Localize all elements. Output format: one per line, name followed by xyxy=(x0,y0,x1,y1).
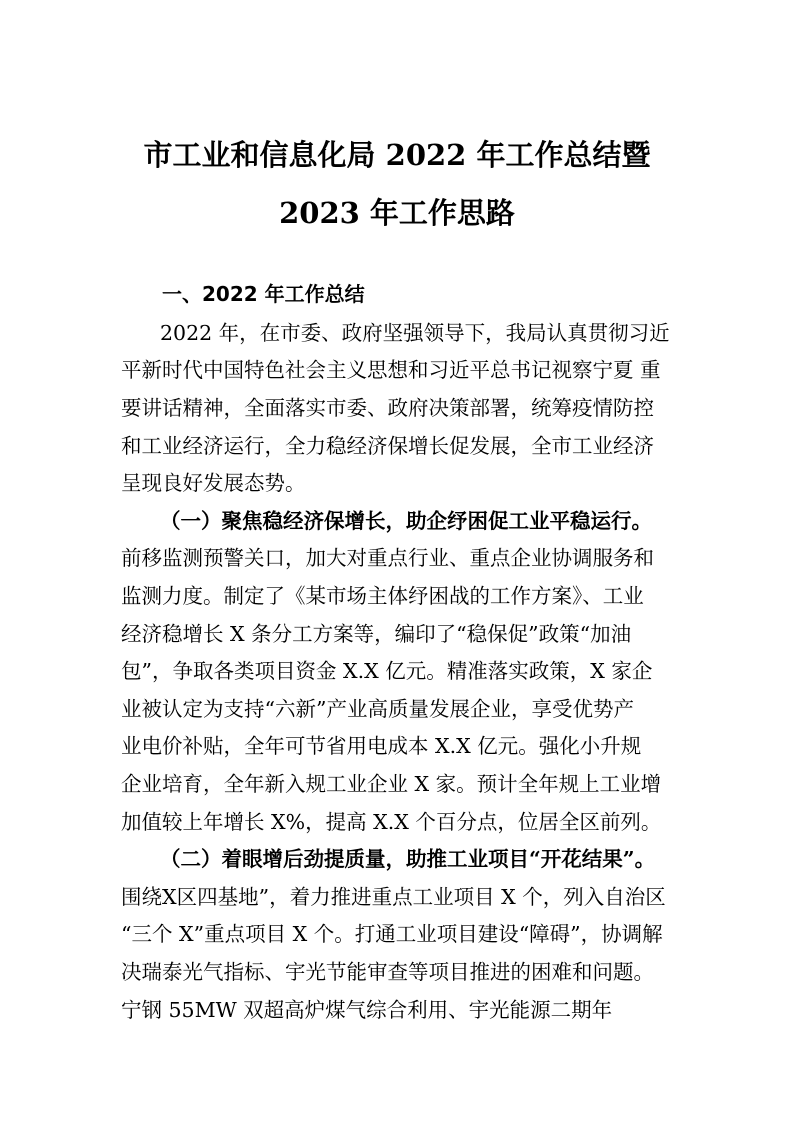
subsection-1-line: 加值较上年增长 X%，提高 X.X 个百分点，位居全区前列。 xyxy=(121,810,662,834)
intro-line: 平新时代中国特色社会主义思想和习近平总书记视察宁夏 重 xyxy=(121,358,661,382)
intro-line: 呈现良好发展态势。 xyxy=(121,471,306,495)
intro-line: 2022 年，在市委、政府坚强领导下，我局认真贯彻习近 xyxy=(160,321,670,345)
intro-line: 和工业经济运行，全力稳经济保增长促发展，全市工业经济 xyxy=(121,434,654,458)
subsection-1-line: 监测力度。制定了《某市场主体纾困战的工作方案》、工业 xyxy=(121,584,644,608)
subsection-1-line: 业被认定为支持“六新”产业高质量发展企业，享受优势产 xyxy=(121,697,634,721)
subsection-1-line: 业电价补贴，全年可节省用电成本 X.X 亿元。强化小升规 xyxy=(121,734,642,758)
subsection-1-line: 包”，争取各类项目资金 X.X 亿元。精准落实政策，X 家企 xyxy=(121,659,653,683)
intro-line: 要讲话精神，全面落实市委、政府决策部署，统筹疫情防控 xyxy=(121,396,654,420)
subsection-1-line: 经济稳增长 X 条分工方案等，编印了“稳保促”政策“加油 xyxy=(121,622,632,646)
subsection-1-line: 企业培育，全年新入规工业企业 X 家。预计全年规上工业增 xyxy=(121,772,662,796)
subsection-1-heading: （一）聚焦稳经济保增长，助企纾困促工业平稳运行。 xyxy=(160,509,652,533)
subsection-2-line: 决瑞泰光气指标、宇光节能审查等项目推进的困难和问题。 xyxy=(121,960,654,984)
document-title-line-1: 市工业和信息化局 2022 年工作总结暨 xyxy=(143,138,651,172)
subsection-2-line: 围绕X区四基地”，着力推进重点工业项目 X 个，列入自治区 xyxy=(121,885,666,909)
subsection-2-line: 宁钢 55MW 双超高炉煤气综合利用、宇光能源二期年 xyxy=(121,998,613,1022)
subsection-2-heading: （二）着眼增后劲提质量，助推工业项目“开花结果”。 xyxy=(160,847,656,871)
document-title-line-2: 2023 年工作思路 xyxy=(279,196,515,230)
subsection-2-line: “三个 X”重点项目 X 个。打通工业项目建设“障碍”，协调解 xyxy=(121,922,663,946)
subsection-1-line: 前移监测预警关口，加大对重点行业、重点企业协调服务和 xyxy=(121,546,654,570)
section-heading: 一、2022 年工作总结 xyxy=(162,282,365,306)
